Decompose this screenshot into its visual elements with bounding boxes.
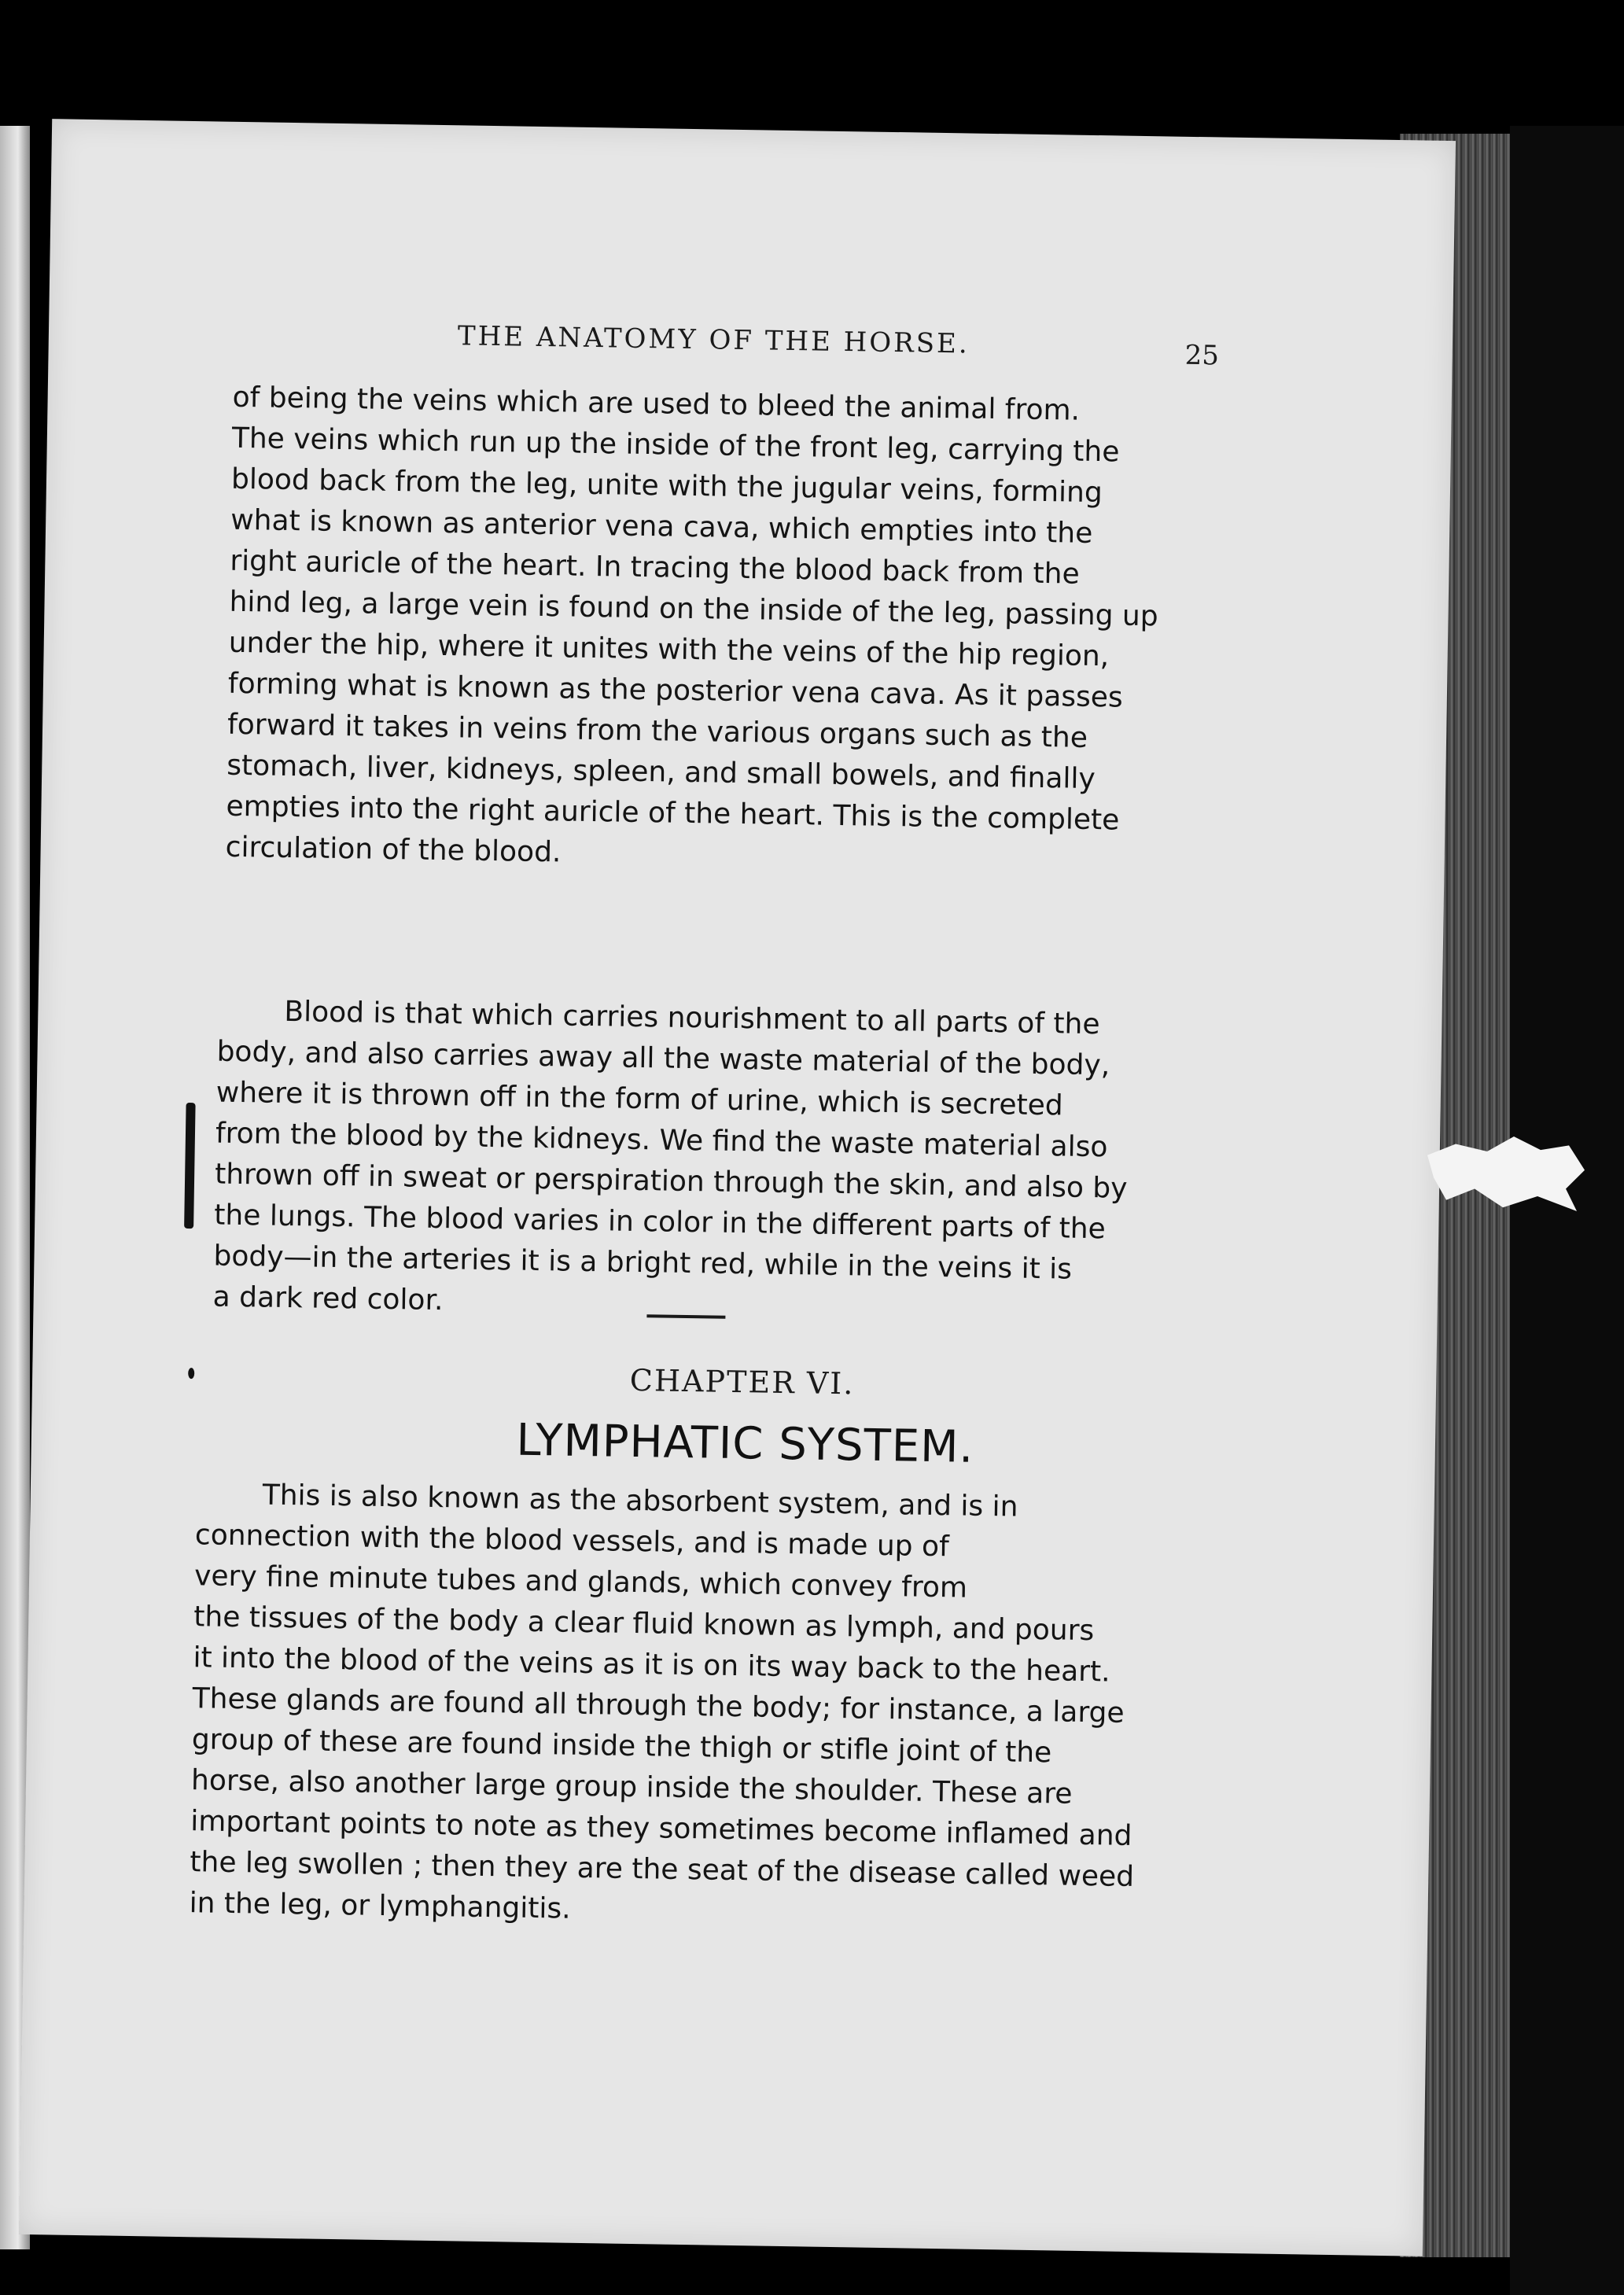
text-line: hind leg, a large vein is found on the inside of the leg, passing up: [229, 585, 1158, 633]
text-line: very fine minute tubes and glands, which convey from: [193, 1560, 968, 1604]
text-line: it into the blood of the veins as it is on its way back to the heart.: [193, 1641, 1110, 1689]
margin-ink-mark: [184, 1103, 196, 1229]
text-line: important points to note as they sometimes become inflamed and: [190, 1805, 1132, 1852]
text-line: under the hip, where it unites with the veins of the hip region,: [228, 626, 1110, 673]
text-line: where it is thrown off in the form of urine, which is secreted: [215, 1076, 1063, 1122]
text-line: The veins which run up the inside of the front leg, carrying the: [231, 422, 1120, 469]
text-line: These glands are found all through the body; for instance, a large: [192, 1682, 1125, 1730]
text-line: circulation of the blood.: [225, 831, 562, 869]
text-line: group of these are found inside the thigh or stifle joint of the: [191, 1723, 1052, 1770]
text-line: the tissues of the body a clear fluid known as lymph, and pours: [193, 1601, 1095, 1648]
text-line: the leg swollen ; then they are the seat of the disease called weed: [190, 1846, 1135, 1894]
page-header: [49, 314, 1453, 372]
paragraph-lymphatic: [189, 1474, 1195, 1940]
text-line: connection with the blood vessels, and is made up of: [194, 1519, 950, 1564]
text-line: a dark red color.: [212, 1280, 444, 1317]
text-line: thrown off in sweat or perspiration through the skin, and also by: [214, 1158, 1128, 1205]
text-line: body, and also carries away all the waste material of the body,: [216, 1035, 1110, 1082]
text-line: the lungs. The blood varies in color in the different parts of the: [214, 1199, 1107, 1246]
book-binding: [1510, 126, 1624, 2295]
text-line: what is known as anterior vena cava, which empties into the: [230, 503, 1093, 550]
paragraph-blood: [212, 991, 1200, 1334]
text-line: This is also known as the absorbent system, and is in: [262, 1479, 1018, 1523]
text-line: stomach, liver, kidneys, spleen, and small bowels, and finally: [226, 749, 1096, 796]
running-title: THE ANATOMY OF THE HORSE.: [457, 320, 970, 360]
text-line: in the leg, or lymphangitis.: [189, 1887, 571, 1925]
text-line: body—in the arteries it is a bright red, while in the veins it is: [213, 1240, 1073, 1286]
text-line: from the blood by the kidneys. We find the waste material also: [215, 1117, 1108, 1164]
text-line: forming what is known as the posterior vena cava. As it passes: [227, 667, 1124, 714]
book-page: [19, 119, 1456, 2256]
chapter-title: LYMPHATIC SYSTEM.: [516, 1414, 974, 1473]
paragraph-circulation: [225, 378, 1216, 884]
text-line: horse, also another large group inside the shoulder. These are: [190, 1764, 1073, 1811]
chapter-label: CHAPTER VI.: [629, 1362, 855, 1402]
text-line: Blood is that which carries nourishment to all parts of the: [284, 995, 1100, 1041]
text-line: empties into the right auricle of the heart. This is the complete: [226, 790, 1120, 837]
page-number: 25: [1184, 339, 1220, 372]
text-line: blood back from the leg, unite with the jugular veins, forming: [230, 462, 1103, 510]
text-line: right auricle of the heart. In tracing the blood back from the: [230, 544, 1080, 591]
text-line: forward it takes in veins from the various organs such as the: [226, 708, 1088, 754]
text-line: of being the veins which are used to bleed the animal from.: [232, 381, 1081, 427]
